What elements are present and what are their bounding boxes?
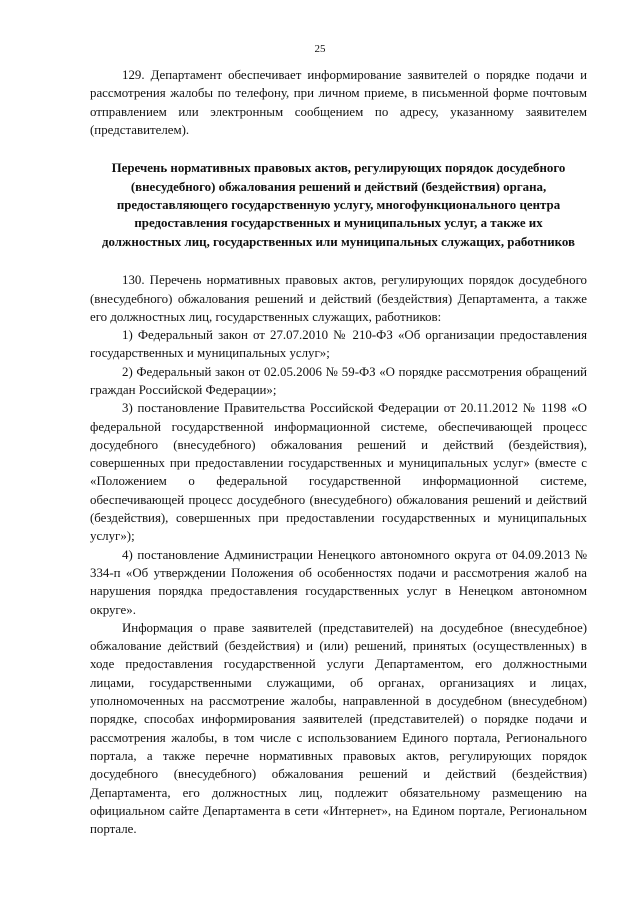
page-number: 25 (314, 43, 326, 55)
document-body (90, 66, 587, 838)
paragraph-129: 129. Департамент обеспечивает информирование заявителей о порядке подачи и рассмотрения жалобы по телефону, при личном приеме, в письменной форме почтовым отправлением или электронным сообщением по адресу, указанному заявителем (представителем). (90, 68, 587, 137)
paragraph-information: Информация о праве заявителей (представителей) на досудебное (внесудебное) обжалование действий (бездействия) и (или) решений, принятых (осуществленных) в ходе предоставления государственной услуги Департаментом, его должностными лицами, государственными служащими, об органах, организациях и лицах, уполномоченных на рассмотрение жалобы, направленной в досудебном (внесудебном) порядке, способах информирования заявителей (представителей) о порядке подачи и рассмотрения жалобы, в том числе с использованием Единого портала, Регионального портала, а также перечне нормативных правовых актов, регулирующих порядок досудебного (внесудебного) обжалования решений и действий (бездействия) Департамента, его должностных лиц, подлежит обязательному размещению на официальном сайте Департамента в сети «Интернет», на Едином портале, Региональном портале. (90, 620, 587, 837)
list-item-1: 1) Федеральный закон от 27.07.2010 № 210-ФЗ «Об организации предоставления государственных и муниципальных услуг»; (90, 328, 587, 361)
section-heading: Перечень нормативных правовых актов, регулирующих порядок досудебного (внесудебного) обжалования решений и действий (бездействия) органа, предоставляющего государственную услугу, многофункционального центра предоставления государственных и муниципальных услуг, а также их должностных лиц, государственных или муниципальных служащих, работников (102, 161, 575, 249)
list-item-4: 4) постановление Администрации Ненецкого автономного округа от 04.09.2013 № 334-п «Об утверждении Положения об особенностях подачи и рассмотрения жалоб на нарушения порядка предоставления государственных услуг в Ненецком автономном округе». (90, 547, 587, 617)
list-item-3: 3) постановление Правительства Российской Федерации от 20.11.2012 № 1198 «О федеральной государственной информационной системе, обеспечивающей процесс досудебного (внесудебного) обжалования решений и действий (бездействия), совершенных при предоставлении государственных и муниципальных услуг» (вместе с «Положением о федеральной государственной информационной системе, обеспечивающей процесс досудебного (внесудебного) обжалования решений и действий (бездействия), совершенных при предоставлении государственных и муниципальных услуг»); (90, 401, 587, 544)
paragraph-130: 130. Перечень нормативных правовых актов, регулирующих порядок досудебного (внесудебного) обжалования решений и действий (бездействия) Департамента, а также его должностных лиц, государственных служащих, работников: (90, 273, 587, 324)
list-item-2: 2) Федеральный закон от 02.05.2006 № 59-ФЗ «О порядке рассмотрения обращений граждан Российской Федерации»; (90, 364, 587, 397)
